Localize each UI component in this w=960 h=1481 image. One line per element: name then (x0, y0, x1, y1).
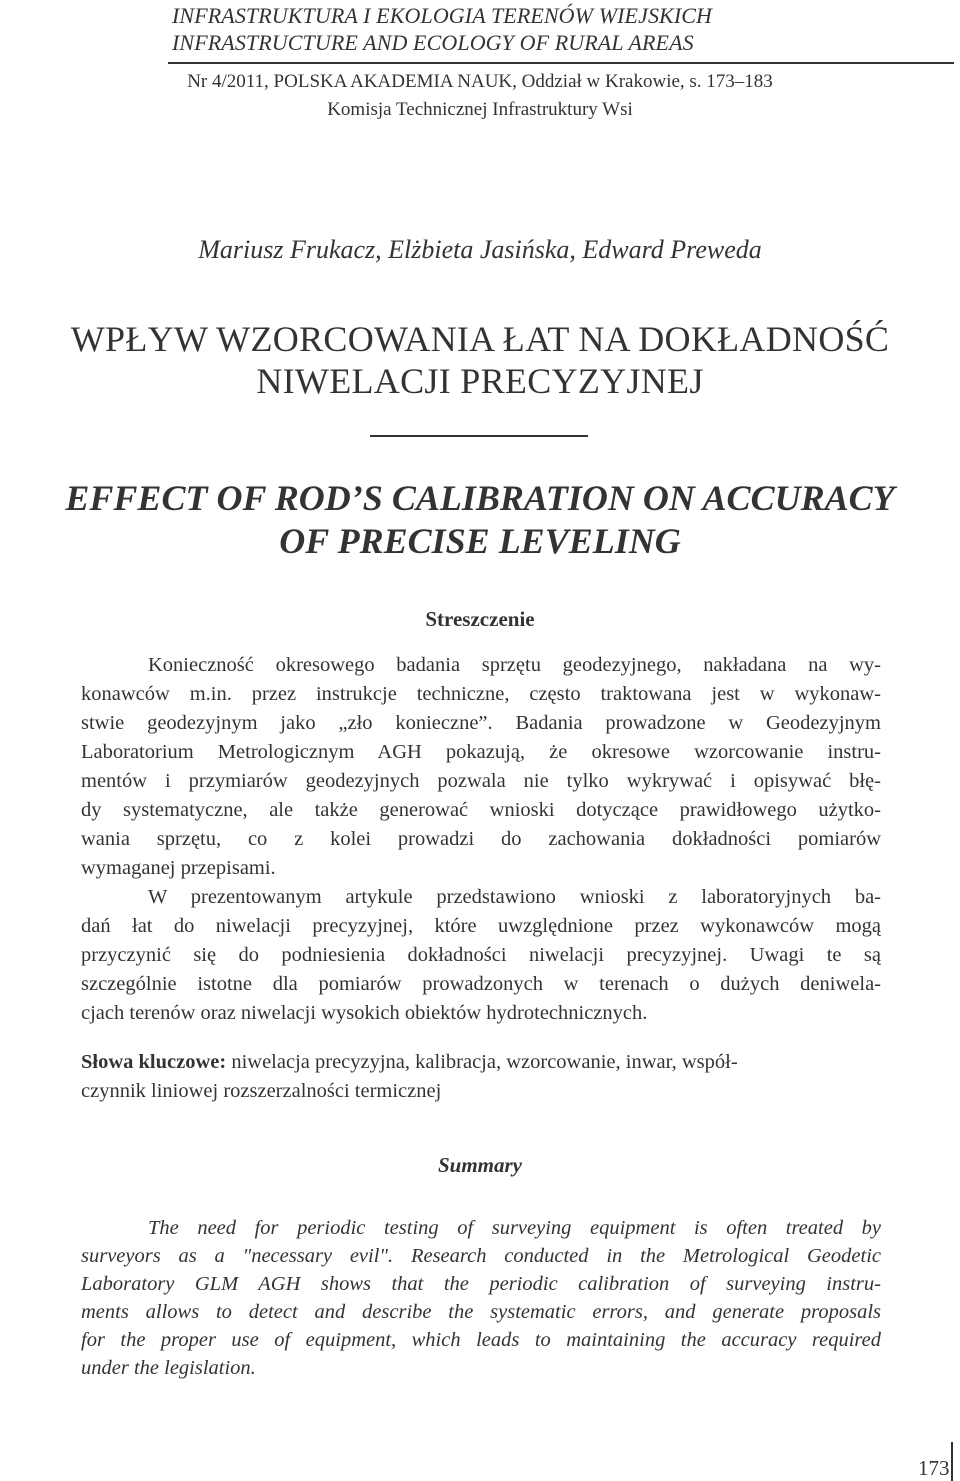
abstract-heading: Streszczenie (425, 607, 535, 631)
abstract-line: wania sprzętu, co z kolei prowadzi do zachowania dokładności pomiarów (81, 828, 881, 850)
title-en-line-2: OF PRECISE LEVELING (279, 521, 681, 561)
title-en-line-1: EFFECT OF ROD’S CALIBRATION ON ACCURACY (65, 478, 895, 518)
summary-line: The need for periodic testing of surveying equipment is often treated by (148, 1217, 881, 1239)
title-separator (370, 435, 588, 437)
abstract-line: mentów i przymiarów geodezyjnych pozwala nie tylko wykrywać i opisywać błę- (81, 770, 881, 792)
abstract-line: stwie geodezyjnym jako „zło konieczne”. Badania prowadzone w Geodezyjnym (81, 712, 881, 734)
abstract-line: dań łat do niwelacji precyzyjnej, które uwzględnione przez wykonawców mogą (81, 915, 881, 937)
abstract-line: wymaganej przepisami. (81, 857, 276, 879)
title-pl-line-2: NIWELACJI PRECYZYJNEJ (256, 361, 704, 401)
issue-line: Nr 4/2011, POLSKA AKADEMIA NAUK, Oddział w Krakowie, s. 173–183 (187, 71, 773, 92)
abstract-line: cjach terenów oraz niwelacji wysokich obiektów hydrotechnicznych. (81, 1002, 648, 1024)
abstract-line: dy systematyczne, ale także generować wnioski dotyczące prawidłowego użytko- (81, 799, 881, 821)
summary-line: ments allows to detect and describe the systematic errors, and generate proposals (81, 1301, 881, 1323)
commission-line: Komisja Technicznej Infrastruktury Wsi (327, 99, 633, 120)
keywords-text: niwelacja precyzyjna, kalibracja, wzorcowanie, inwar, współ- (231, 1051, 738, 1073)
keywords-line-1 (81, 1049, 881, 1075)
abstract-line: szczególnie istotne dla pomiarów prowadzonych w terenach o dużych deniwela- (81, 973, 881, 995)
journal-title-pl: INFRASTRUKTURA I EKOLOGIA TERENÓW WIEJSKICH (172, 3, 713, 28)
abstract-line: przyczynić się do podniesienia dokładności niwelacji precyzyjnej. Uwagi te są (81, 944, 881, 966)
summary-heading: Summary (437, 1153, 523, 1177)
authors: Mariusz Frukacz, Elżbieta Jasińska, Edward Preweda (198, 235, 762, 264)
keywords-label: Słowa kluczowe: (81, 1051, 227, 1073)
summary-line: under the legislation. (81, 1357, 256, 1379)
title-pl-line-1: WPŁYW WZORCOWANIA ŁAT NA DOKŁADNOŚĆ (70, 319, 890, 359)
abstract-line: konawców m.in. przez instrukcje techniczne, często traktowana jest w wykonaw- (81, 683, 881, 705)
summary-line: Laboratory GLM AGH shows that the periodic calibration of surveying instru- (81, 1273, 881, 1295)
abstract-line: W prezentowanym artykule przedstawiono wnioski z laboratoryjnych ba- (148, 886, 881, 908)
journal-title-en: INFRASTRUCTURE AND ECOLOGY OF RURAL AREAS (172, 30, 694, 55)
summary-line: for the proper use of equipment, which leads to maintaining the accuracy required (81, 1329, 881, 1351)
abstract-line: Laboratorium Metrologicznym AGH pokazują, że okresowe wzorcowanie instru- (81, 741, 881, 763)
page-number: 173 (918, 1456, 950, 1480)
keywords-line-2: czynnik liniowej rozszerzalności termicznej (81, 1080, 442, 1102)
abstract-line: Konieczność okresowego badania sprzętu geodezyjnego, nakładana na wy- (148, 654, 881, 676)
header-rule (168, 62, 954, 64)
summary-line: surveyors as a "necessary evil". Research conducted in the Metrological Geodetic (81, 1245, 881, 1267)
page-number-rule (951, 1442, 953, 1481)
